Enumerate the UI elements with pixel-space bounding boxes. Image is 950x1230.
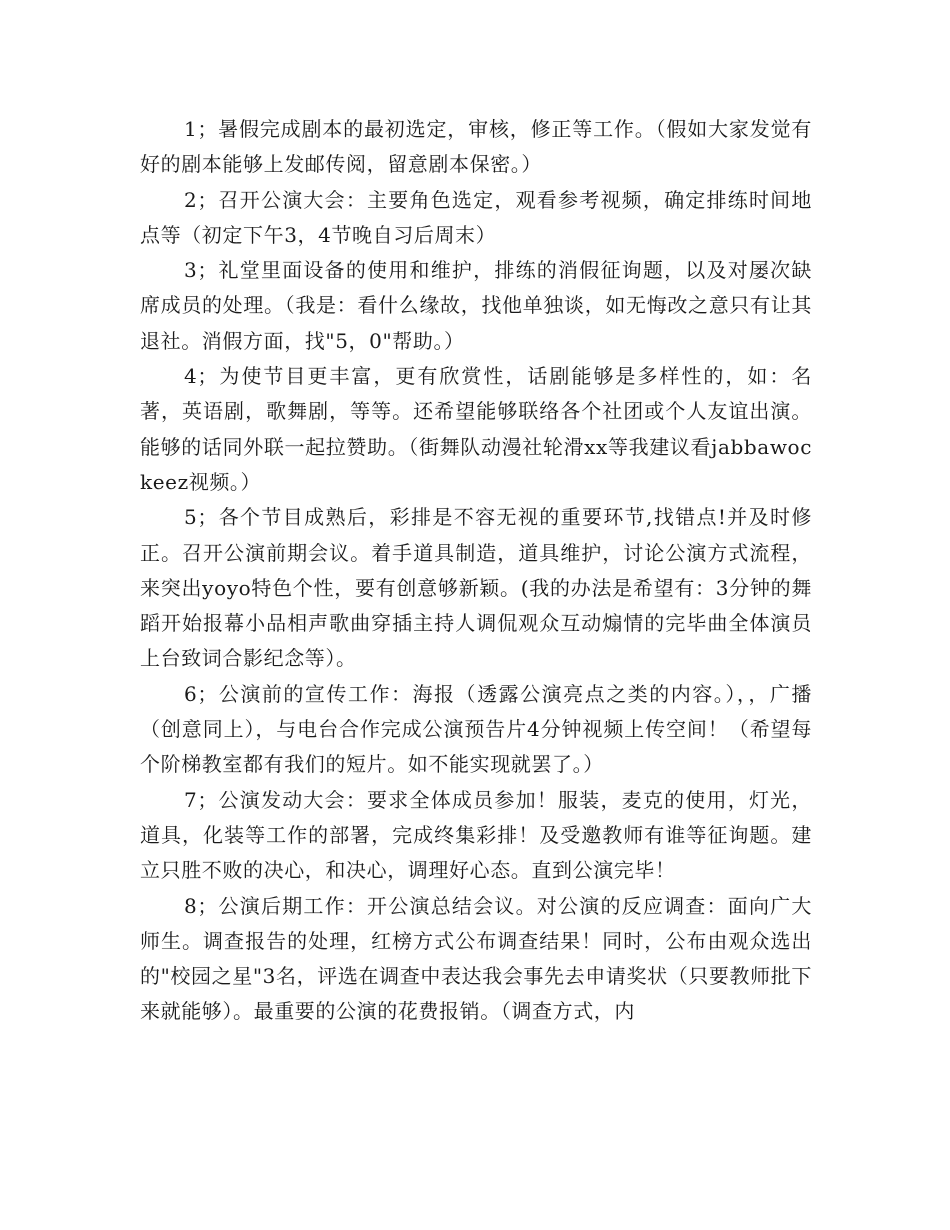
paragraph-5: 5；各个节目成熟后，彩排是不容无视的重要环节,找错点!并及时修正。召开公演前期会议。着手道具制造，道具维护，讨论公演方式流程，来突出yoyo特色个性，要有创意够新颖。(我的办法是希望有：3分钟的舞蹈开始报幕小品相声歌曲穿插主持人调侃观众互动煽情的完毕曲全体演员上台致词合影纪念等）。 [140,505,812,671]
paragraph-1: 1；暑假完成剧本的最初选定，审核，修正等工作。（假如大家发觉有好的剧本能够上发邮传阅，留意剧本保密。） [140,117,812,177]
paragraph-2: 2；召开公演大会：主要角色选定，观看参考视频，确定排练时间地点等（初定下午3，4节晚自习后周末） [140,187,812,247]
document-body [140,112,812,1030]
paragraph-7: 7；公演发动大会：要求全体成员参加！服装，麦克的使用，灯光，道具，化装等工作的部署，完成终集彩排！及受邀教师有谁等征询题。建立只胜不败的决心，和决心，调理好心态。直到公演完毕！ [140,787,812,883]
paragraph-6: 6；公演前的宣传工作：海报（透露公演亮点之类的内容。），，广播（创意同上），与电台合作完成公演预告片4分钟视频上传空间！（希望每个阶梯教室都有我们的短片。如不能实现就罢了。） [140,681,812,777]
paragraph-4: 4；为使节目更丰富，更有欣赏性，话剧能够是多样性的，如：名著，英语剧，歌舞剧，等等。还希望能够联络各个社团或个人友谊出演。能够的话同外联一起拉赞助。（街舞队动漫社轮滑xx等我建议看jabbawockeez视频。） [140,364,812,494]
paragraph-8: 8；公演后期工作：开公演总结会议。对公演的反应调查：面向广大师生。调查报告的处理，红榜方式公布调查结果！同时，公布由观众选出的"校园之星"3名，评选在调查中表达我会事先去申请奖状（只要教师批下来就能够）。最重要的公演的花费报销。（调查方式，内 [140,893,812,1024]
paragraph-3: 3；礼堂里面设备的使用和维护，排练的消假征询题，以及对屡次缺席成员的处理。（我是：看什么缘故，找他单独谈，如无悔改之意只有让其退社。消假方面，找"5，0"帮助。） [140,258,812,353]
